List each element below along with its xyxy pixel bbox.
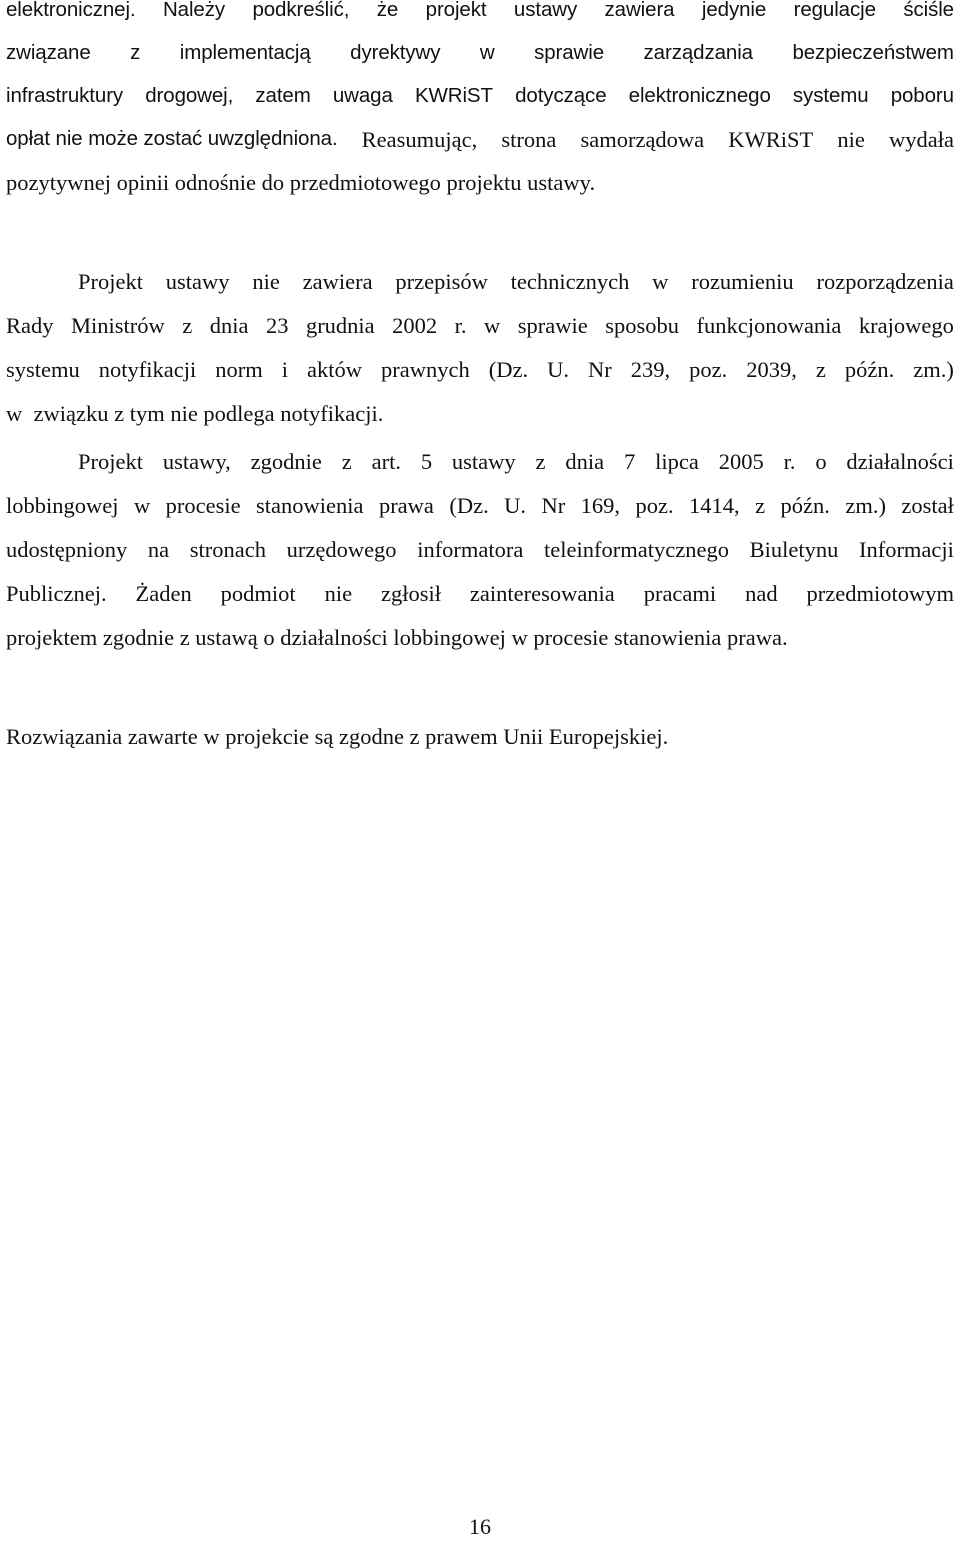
word: związane: [6, 41, 91, 64]
word: Projekt: [78, 449, 143, 474]
word: 2002: [392, 313, 438, 338]
word: implementacją: [179, 41, 311, 64]
word: z: [815, 357, 826, 382]
paragraph-1-line-3: [6, 86, 954, 107]
word: infrastruktury: [6, 84, 124, 107]
word: Należy: [162, 0, 226, 21]
word: zarządzania: [643, 41, 753, 64]
word: Nr: [541, 493, 566, 518]
paragraph-3-line-3: [6, 539, 954, 562]
word: uwaga: [332, 84, 393, 107]
word: nie: [324, 581, 353, 606]
word: Rady: [6, 313, 54, 338]
word: ustawy,: [162, 449, 231, 474]
paragraph-2-line-2: [6, 315, 954, 338]
word: wydała: [889, 127, 954, 152]
word: r.: [783, 449, 796, 474]
word: stronach: [189, 537, 266, 562]
paragraph-3-line-1: [78, 451, 954, 474]
word: zainteresowania: [469, 581, 615, 606]
word: Biuletynu: [749, 537, 839, 562]
word: 5: [420, 449, 433, 474]
word: dyrektywy: [350, 41, 441, 64]
word: działalności: [846, 449, 954, 474]
word: strona: [501, 127, 557, 152]
word: informatora: [417, 537, 524, 562]
word: ustawy: [451, 449, 516, 474]
word: ustawy: [165, 269, 230, 294]
word: Publicznej.: [6, 581, 107, 606]
word: 169,: [580, 493, 621, 518]
word: 2039,: [746, 357, 797, 382]
word: sprawie: [534, 41, 605, 64]
word: poz.: [689, 357, 728, 382]
word: r.: [454, 313, 467, 338]
paragraph-1-line-1: [6, 0, 954, 21]
word: pracami: [643, 581, 717, 606]
word: prawa: [378, 493, 434, 518]
word: ściśle: [903, 0, 954, 21]
word: poboru: [890, 84, 954, 107]
paragraph-1-line-2: [6, 43, 954, 64]
word: rozumieniu: [691, 269, 794, 294]
word: z: [535, 449, 546, 474]
word: zawiera: [604, 0, 675, 21]
word: lobbingowej: [6, 493, 119, 518]
word: poz.: [635, 493, 674, 518]
word: o: [815, 449, 827, 474]
word: dotyczące: [515, 84, 607, 107]
word: z: [182, 313, 193, 338]
word: zm.): [845, 493, 886, 518]
word: podkreślić,: [252, 0, 350, 21]
word: sposobu: [605, 313, 679, 338]
word: zgłosił: [380, 581, 441, 606]
word: systemu: [792, 84, 869, 107]
paragraph-2-line-4: w związku z tym nie podlega notyfikacji.: [6, 401, 384, 426]
word: 2005: [718, 449, 764, 474]
word: w: [479, 41, 495, 64]
word: w: [652, 269, 669, 294]
paragraph-3-line-5: projektem zgodnie z ustawą o działalności lobbingowej w procesie stanowienia prawa.: [6, 625, 788, 650]
word: 7: [624, 449, 636, 474]
word: przepisów: [395, 269, 488, 294]
paragraph-1-line-4: [6, 129, 954, 152]
word: Informacji: [858, 537, 954, 562]
word: (Dz.: [449, 493, 489, 518]
word: sprawie: [517, 313, 588, 338]
word: i: [281, 357, 289, 382]
word: z: [341, 449, 352, 474]
paragraph-2-line-1: [78, 271, 954, 294]
word: norm: [215, 357, 263, 382]
word: urzędowego: [286, 537, 397, 562]
word: zgodnie: [250, 449, 322, 474]
word: aktów: [307, 357, 363, 382]
word: 23: [265, 313, 289, 338]
word: krajowego: [858, 313, 954, 338]
word: Ministrów: [70, 313, 165, 338]
word: procesie: [165, 493, 241, 518]
word: ustawy: [513, 0, 578, 21]
word: że: [376, 0, 399, 21]
word: bezpieczeństwem: [792, 41, 954, 64]
word: projekt: [425, 0, 487, 21]
word: rozporządzenia: [816, 269, 954, 294]
word: technicznych: [510, 269, 630, 294]
word: Nr: [587, 357, 612, 382]
word: prawnych: [381, 357, 470, 382]
word: jedynie: [701, 0, 767, 21]
word: funkcjonowania: [696, 313, 842, 338]
word: art.: [371, 449, 401, 474]
word: teleinformatycznego: [544, 537, 729, 562]
word: udostępniony: [6, 537, 128, 562]
word: podmiot: [220, 581, 296, 606]
paragraph-3-line-2: [6, 495, 954, 518]
paragraph-1-line-5: pozytywnej opinii odnośnie do przedmiotowego projektu ustawy.: [6, 170, 596, 195]
word: U.: [504, 493, 527, 518]
word: elektronicznej.: [6, 0, 136, 21]
word: notyfikacji: [98, 357, 197, 382]
word: został: [901, 493, 954, 518]
word: (Dz.: [488, 357, 529, 382]
word: nad: [745, 581, 778, 606]
word: z: [130, 41, 141, 64]
word: zawiera: [302, 269, 373, 294]
word: Reasumując,: [361, 127, 478, 152]
word: nie: [252, 269, 280, 294]
word: systemu: [6, 357, 80, 382]
word: 239,: [630, 357, 671, 382]
word: późn.: [780, 493, 830, 518]
paragraph-3-line-4: [6, 583, 954, 606]
word: późn.: [844, 357, 895, 382]
word: z: [755, 493, 766, 518]
word: elektronicznego: [628, 84, 771, 107]
word: nie: [837, 127, 865, 152]
word: dnia: [565, 449, 605, 474]
word: Żaden: [135, 581, 192, 606]
word: dnia: [209, 313, 249, 338]
paragraph-2-line-3: [6, 359, 954, 382]
word: przedmiotowym: [806, 581, 954, 606]
word: KWRiST: [728, 127, 814, 152]
word: 1414,: [689, 493, 740, 518]
paragraph-4-line-1: Rozwiązania zawarte w projekcie są zgodne z prawem Unii Europejskiej.: [6, 724, 669, 749]
page-number: 16: [469, 1514, 491, 1539]
word: Projekt: [78, 269, 143, 294]
word: U.: [547, 357, 569, 382]
word: drogowej,: [145, 84, 234, 107]
word: samorządowa: [580, 127, 705, 152]
word: w: [133, 493, 151, 518]
word: lipca: [655, 449, 699, 474]
word: zm.): [913, 357, 954, 382]
sentence-fragment: opłat nie może zostać uwzględniona.: [6, 127, 338, 150]
word: stanowienia: [256, 493, 364, 518]
word: grudnia: [305, 313, 375, 338]
word: KWRiST: [414, 84, 493, 107]
word: regulacje: [793, 0, 876, 21]
word: zatem: [255, 84, 311, 107]
word: w: [484, 313, 501, 338]
word: na: [147, 537, 170, 562]
